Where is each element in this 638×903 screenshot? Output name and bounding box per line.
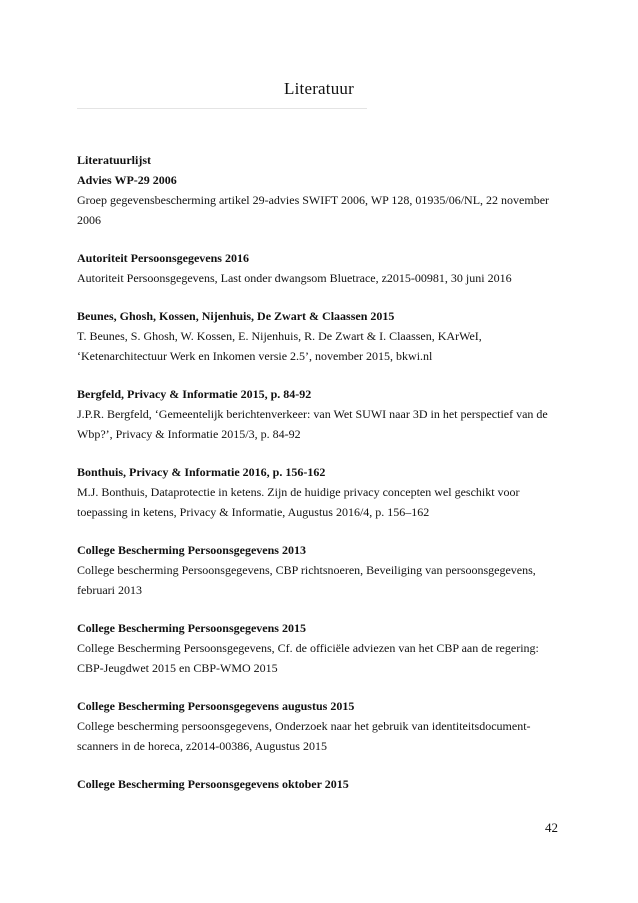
reference-title: Bergfeld, Privacy & Informatie 2015, p. 84-92 (77, 387, 312, 401)
reference-title: College Bescherming Persoonsgegevens augustus 2015 (77, 699, 355, 713)
reference-entry (77, 384, 567, 444)
reference-entry (77, 696, 567, 756)
reference-entry (77, 462, 567, 522)
reference-text: Groep gegevensbescherming artikel 29-advies SWIFT 2006, WP 128, 01935/06/NL, 22 november 2006 (77, 193, 550, 227)
reference-title: College Bescherming Persoonsgegevens oktober 2015 (77, 777, 349, 791)
list-heading: Literatuurlijst (77, 153, 151, 167)
reference-text: T. Beunes, S. Ghosh, W. Kossen, E. Nijenhuis, R. De Zwart & I. Claassen, KArWeI, ‘Ketenarchitectuur Werk en Inkomen versie 2.5’, november 2015, bkwi.nl (77, 329, 482, 363)
reference-text: College bescherming Persoonsgegevens, CBP richtsnoeren, Beveiliging van persoonsgegevens, februari 2013 (77, 563, 536, 597)
reference-entry (77, 618, 567, 678)
reference-title: College Bescherming Persoonsgegevens 2015 (77, 621, 306, 635)
reference-title: Beunes, Ghosh, Kossen, Nijenhuis, De Zwart & Claassen 2015 (77, 309, 395, 323)
title-divider (77, 108, 367, 109)
reference-text: College Bescherming Persoonsgegevens, Cf. de officiële adviezen van het CBP aan de regering: CBP-Jeugdwet 2015 en CBP-WMO 2015 (77, 641, 539, 675)
reference-title: Bonthuis, Privacy & Informatie 2016, p. 156-162 (77, 465, 326, 479)
page-number: 42 (545, 820, 558, 835)
reference-entry (77, 248, 567, 288)
reference-entry (77, 774, 567, 794)
reference-title: College Bescherming Persoonsgegevens 2013 (77, 543, 306, 557)
reference-title: Autoriteit Persoonsgegevens 2016 (77, 251, 249, 265)
reference-text: M.J. Bonthuis, Dataprotectie in ketens. Zijn de huidige privacy concepten wel geschikt voor toepassing in ketens, Privacy & Informatie, Augustus 2016/4, p. 156–162 (77, 485, 520, 519)
reference-entry (77, 306, 567, 366)
reference-entry (77, 540, 567, 600)
page-title: Literatuur (284, 79, 354, 98)
reference-list (77, 150, 567, 812)
reference-text: Autoriteit Persoonsgegevens, Last onder dwangsom Bluetrace, z2015-00981, 30 juni 2016 (77, 271, 512, 285)
reference-title: Advies WP-29 2006 (77, 173, 177, 187)
reference-entry (77, 170, 567, 230)
reference-text: College bescherming persoonsgegevens, Onderzoek naar het gebruik van identiteitsdocument-scanners in de horeca, z2014-00386, Augustus 2015 (77, 719, 531, 753)
reference-text: J.P.R. Bergfeld, ‘Gemeentelijk berichtenverkeer: van Wet SUWI naar 3D in het perspectief van de Wbp?’, Privacy & Informatie 2015/3, p. 84-92 (77, 407, 548, 441)
